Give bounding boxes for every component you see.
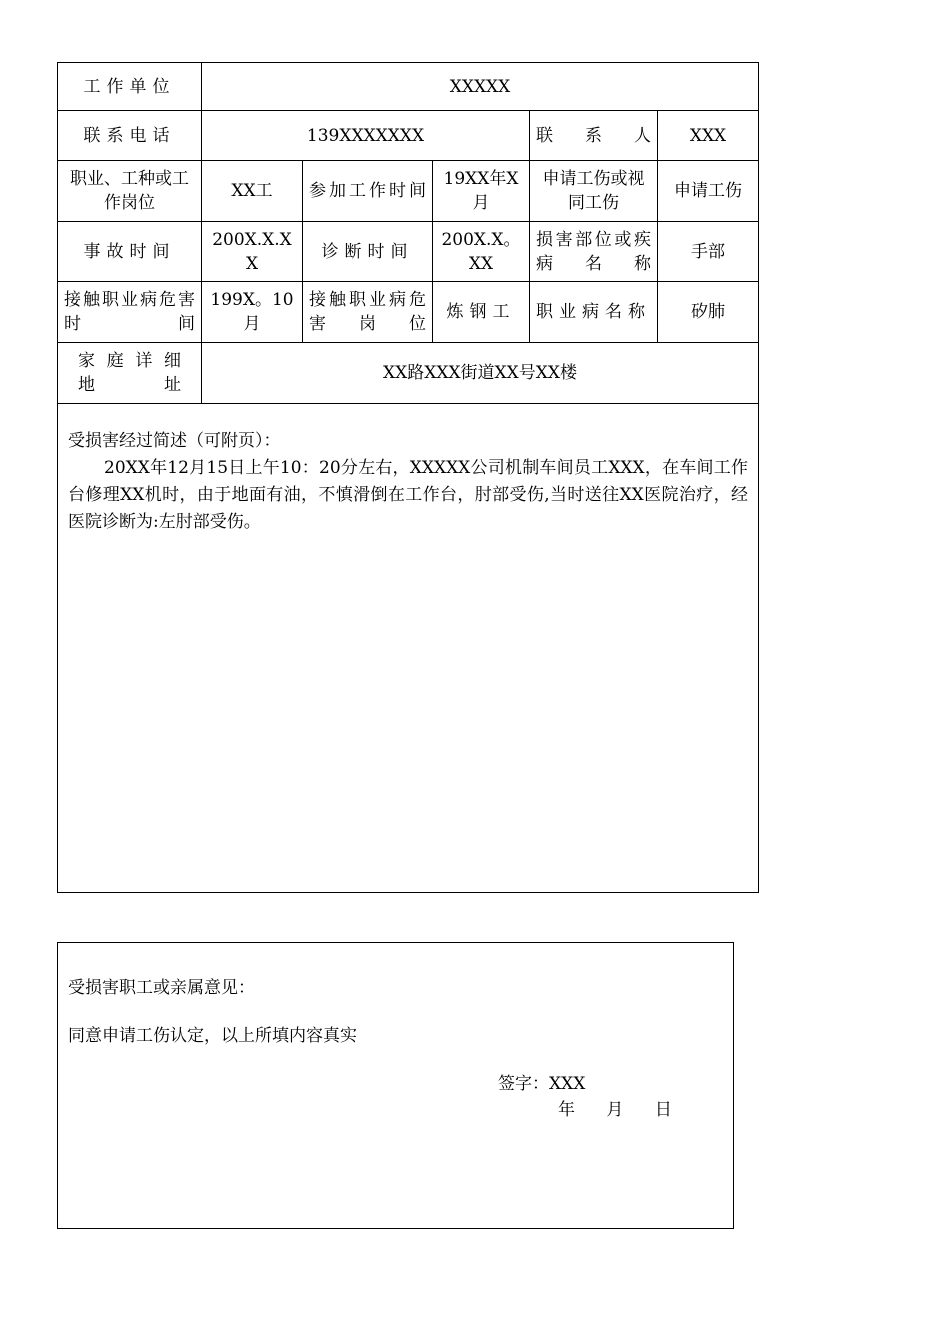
diagnosis-time-value: 200X.X。XX: [433, 222, 530, 282]
date-year: 年: [558, 1100, 575, 1120]
injury-part-label: 损害部位或疾病名称: [530, 222, 658, 282]
contact-value: XXX: [658, 111, 759, 161]
narrative-label: 受损害经过简述（可附页）：: [68, 431, 281, 451]
start-time-value: 19XX年X月: [433, 161, 530, 222]
accident-time-value: 200X.X.XX: [202, 222, 303, 282]
narrative-section: [58, 404, 759, 893]
phone-value: 139XXXXXXX: [202, 111, 530, 161]
job-label: 职业、工种或工作岗位: [58, 161, 202, 222]
phone-label: 联系电话: [58, 111, 202, 161]
injury-part-value: 手部: [658, 222, 759, 282]
opinion-label: 受损害职工或亲属意见：: [68, 978, 255, 998]
date-day: 日: [654, 1100, 672, 1120]
address-label-line2: 地 址: [78, 375, 181, 395]
apply-type-label: 申请工伤或视同工伤: [530, 161, 658, 222]
date-month: 月: [606, 1100, 624, 1120]
disease-name-label: 职业病名称: [530, 282, 658, 343]
address-label-line1: 家庭详细: [78, 351, 181, 371]
disease-name-value: 矽肺: [658, 282, 759, 343]
exposure-time-label: 接触职业病危害时间: [58, 282, 202, 343]
job-value: XX工: [202, 161, 303, 222]
opinion-section: [57, 942, 734, 1229]
contact-label: 联 系 人: [530, 111, 658, 161]
unit-label: 工作单位: [58, 63, 202, 111]
address-label: [58, 343, 202, 404]
apply-type-value: 申请工伤: [658, 161, 759, 222]
opinion-text: 同意申请工伤认定，以上所填内容真实: [68, 1026, 357, 1046]
address-value: XX路XXX街道XX号XX楼: [202, 343, 759, 404]
diagnosis-time-label: 诊断时间: [303, 222, 433, 282]
exposure-post-label: 接触职业病危害岗位: [303, 282, 433, 343]
exposure-time-value: 199X。10月: [202, 282, 303, 343]
narrative-text: 20XX年12月15日上午10：20分左右，XXXXX公司机制车间员工XXX，在车间工作台修理XX机时，由于地面有油，不慎滑倒在工作台，肘部受伤,当时送往XX医院治疗，经医院诊断为:左肘部受伤。: [68, 458, 748, 532]
signature-line: 签字：XXX: [498, 1074, 586, 1094]
accident-time-label: 事故时间: [58, 222, 202, 282]
date-line: [558, 1095, 698, 1120]
unit-value: XXXXX: [202, 63, 759, 111]
injury-form-table: [57, 62, 759, 893]
start-time-label: 参加工作时间: [303, 161, 433, 222]
exposure-post-value: 炼钢工: [433, 282, 530, 343]
